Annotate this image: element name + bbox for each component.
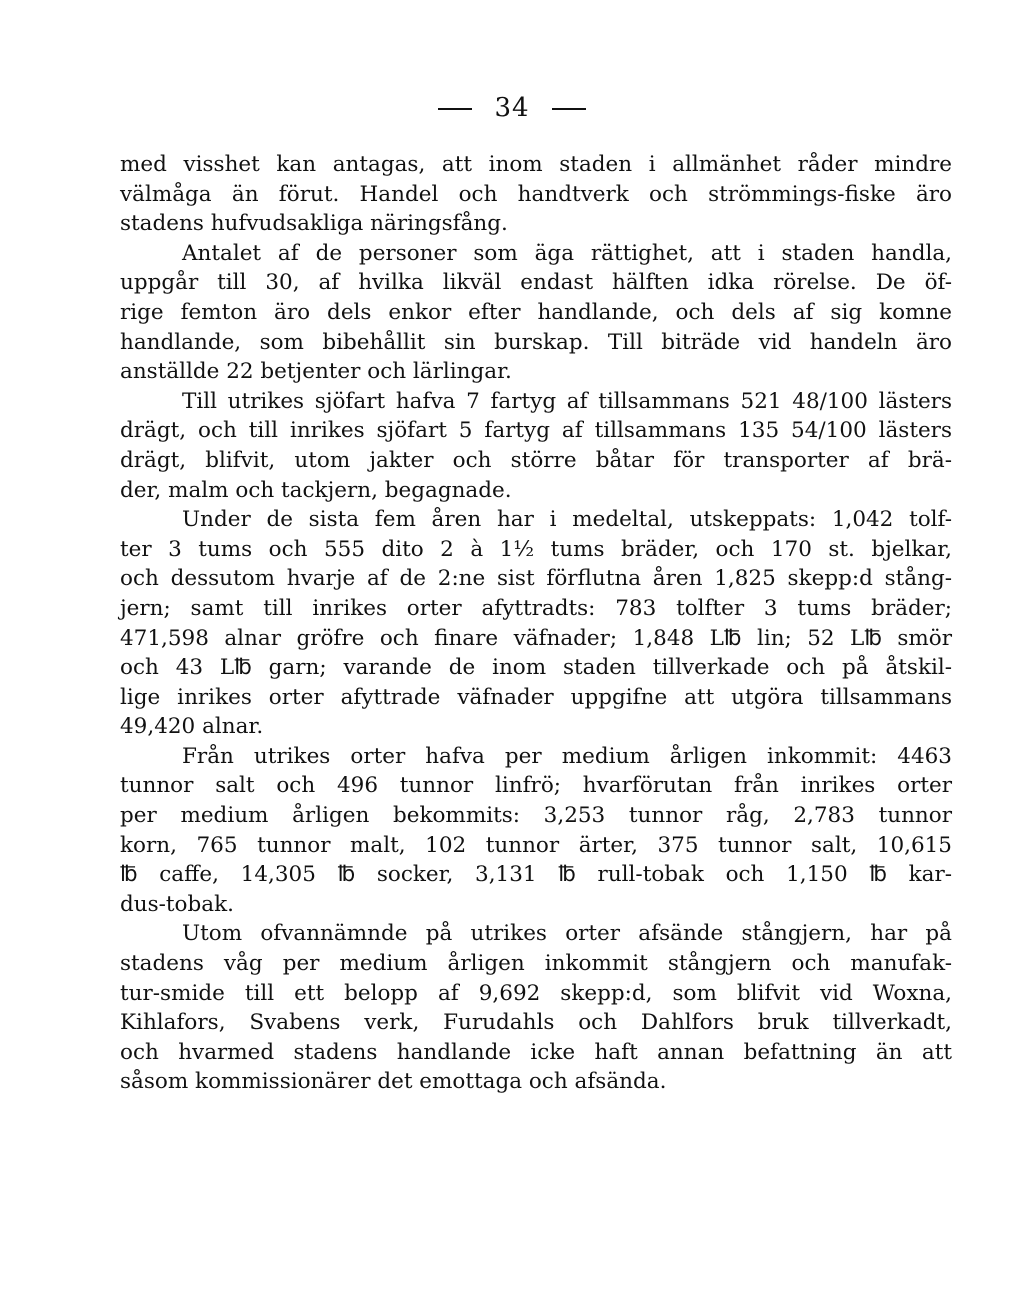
body-text bbox=[120, 150, 952, 1097]
text-line: uppgår till 30, af hvilka likväl endast hälften idka rörelse. De öf- bbox=[120, 270, 952, 296]
text-line: tur-smide till ett belopp af 9,692 skepp:d, som blifvit vid Woxna, bbox=[120, 980, 952, 1006]
text-line: tunnor salt och 496 tunnor linfrö; hvarförutan från inrikes orter bbox=[120, 773, 952, 799]
text-line: anställde 22 betjenter och lärlingar. bbox=[120, 359, 512, 385]
text-line: 471,598 alnar gröfre och finare väfnader; 1,848 L℔ lin; 52 L℔ smör bbox=[120, 625, 952, 651]
text-line: Antalet af de personer som äga rättighet, att i staden handla, bbox=[182, 240, 952, 266]
text-line: med visshet kan antagas, att inom staden i allmänhet råder mindre bbox=[120, 152, 952, 177]
text-line: och 43 L℔ garn; varande de inom staden tillverkade och på åtskil- bbox=[120, 655, 952, 681]
text-line: dus-tobak. bbox=[120, 891, 234, 917]
text-line: handlande, som bibehållit sin burskap. Till biträde vid handeln äro bbox=[120, 329, 952, 355]
text-line: välmåga än förut. Handel och handtverk och strömmings-fiske äro bbox=[120, 181, 952, 207]
text-line: Utom ofvannämnde på utrikes orter afsände stångjern, har på bbox=[182, 921, 952, 947]
left-dash bbox=[438, 108, 472, 110]
text-line: Kihlafors, Svabens verk, Furudahls och Dahlfors bruk tillverkadt, bbox=[120, 1010, 952, 1036]
text-line: stadens hufvudsakliga näringsfång. bbox=[120, 211, 508, 237]
page-header bbox=[0, 88, 1024, 128]
right-dash bbox=[552, 108, 586, 110]
text-line: drägt, och till inrikes sjöfart 5 fartyg af tillsammans 135 54/100 lästers bbox=[120, 418, 952, 444]
text-line: och dessutom hvarje af de 2:ne sist förflutna åren 1,825 skepp:d stång- bbox=[120, 566, 952, 592]
text-line: Under de sista fem åren har i medeltal, utskeppats: 1,042 tolf- bbox=[182, 507, 952, 533]
text-line: stadens våg per medium årligen inkommit stångjern och manufak- bbox=[120, 951, 952, 977]
text-line: jern; samt till inrikes orter afyttradts: 783 tolfter 3 tums bräder; bbox=[120, 595, 952, 621]
text-line: och hvarmed stadens handlande icke haft annan befattning än att bbox=[120, 1039, 952, 1065]
text-line: ter 3 tums och 555 dito 2 à 1½ tums bräder, och 170 st. bjelkar, bbox=[120, 536, 952, 562]
text-line: per medium årligen bekommits: 3,253 tunnor råg, 2,783 tunnor bbox=[120, 803, 952, 829]
text-line: Till utrikes sjöfart hafva 7 fartyg af tillsammans 521 48/100 lästers bbox=[182, 388, 952, 414]
text-line: drägt, blifvit, utom jakter och större båtar för transporter af brä- bbox=[120, 447, 952, 473]
text-line: korn, 765 tunnor malt, 102 tunnor ärter, 375 tunnor salt, 10,615 bbox=[120, 832, 952, 858]
text-line: såsom kommissionärer det emottaga och afsända. bbox=[120, 1069, 667, 1095]
text-line: 49,420 alnar. bbox=[120, 714, 264, 740]
text-line: Från utrikes orter hafva per medium årligen inkommit: 4463 bbox=[182, 743, 952, 769]
text-line: lige inrikes orter afyttrade väfnader uppgifne att utgöra tillsammans bbox=[120, 684, 952, 710]
text-line: rige femton äro dels enkor efter handlande, och dels af sig komne bbox=[120, 299, 952, 325]
text-line: ℔ caffe, 14,305 ℔ socker, 3,131 ℔ rull-tobak och 1,150 ℔ kar- bbox=[120, 862, 952, 888]
text-line: der, malm och tackjern, begagnade. bbox=[120, 477, 512, 503]
page-number: 34 bbox=[494, 93, 530, 123]
